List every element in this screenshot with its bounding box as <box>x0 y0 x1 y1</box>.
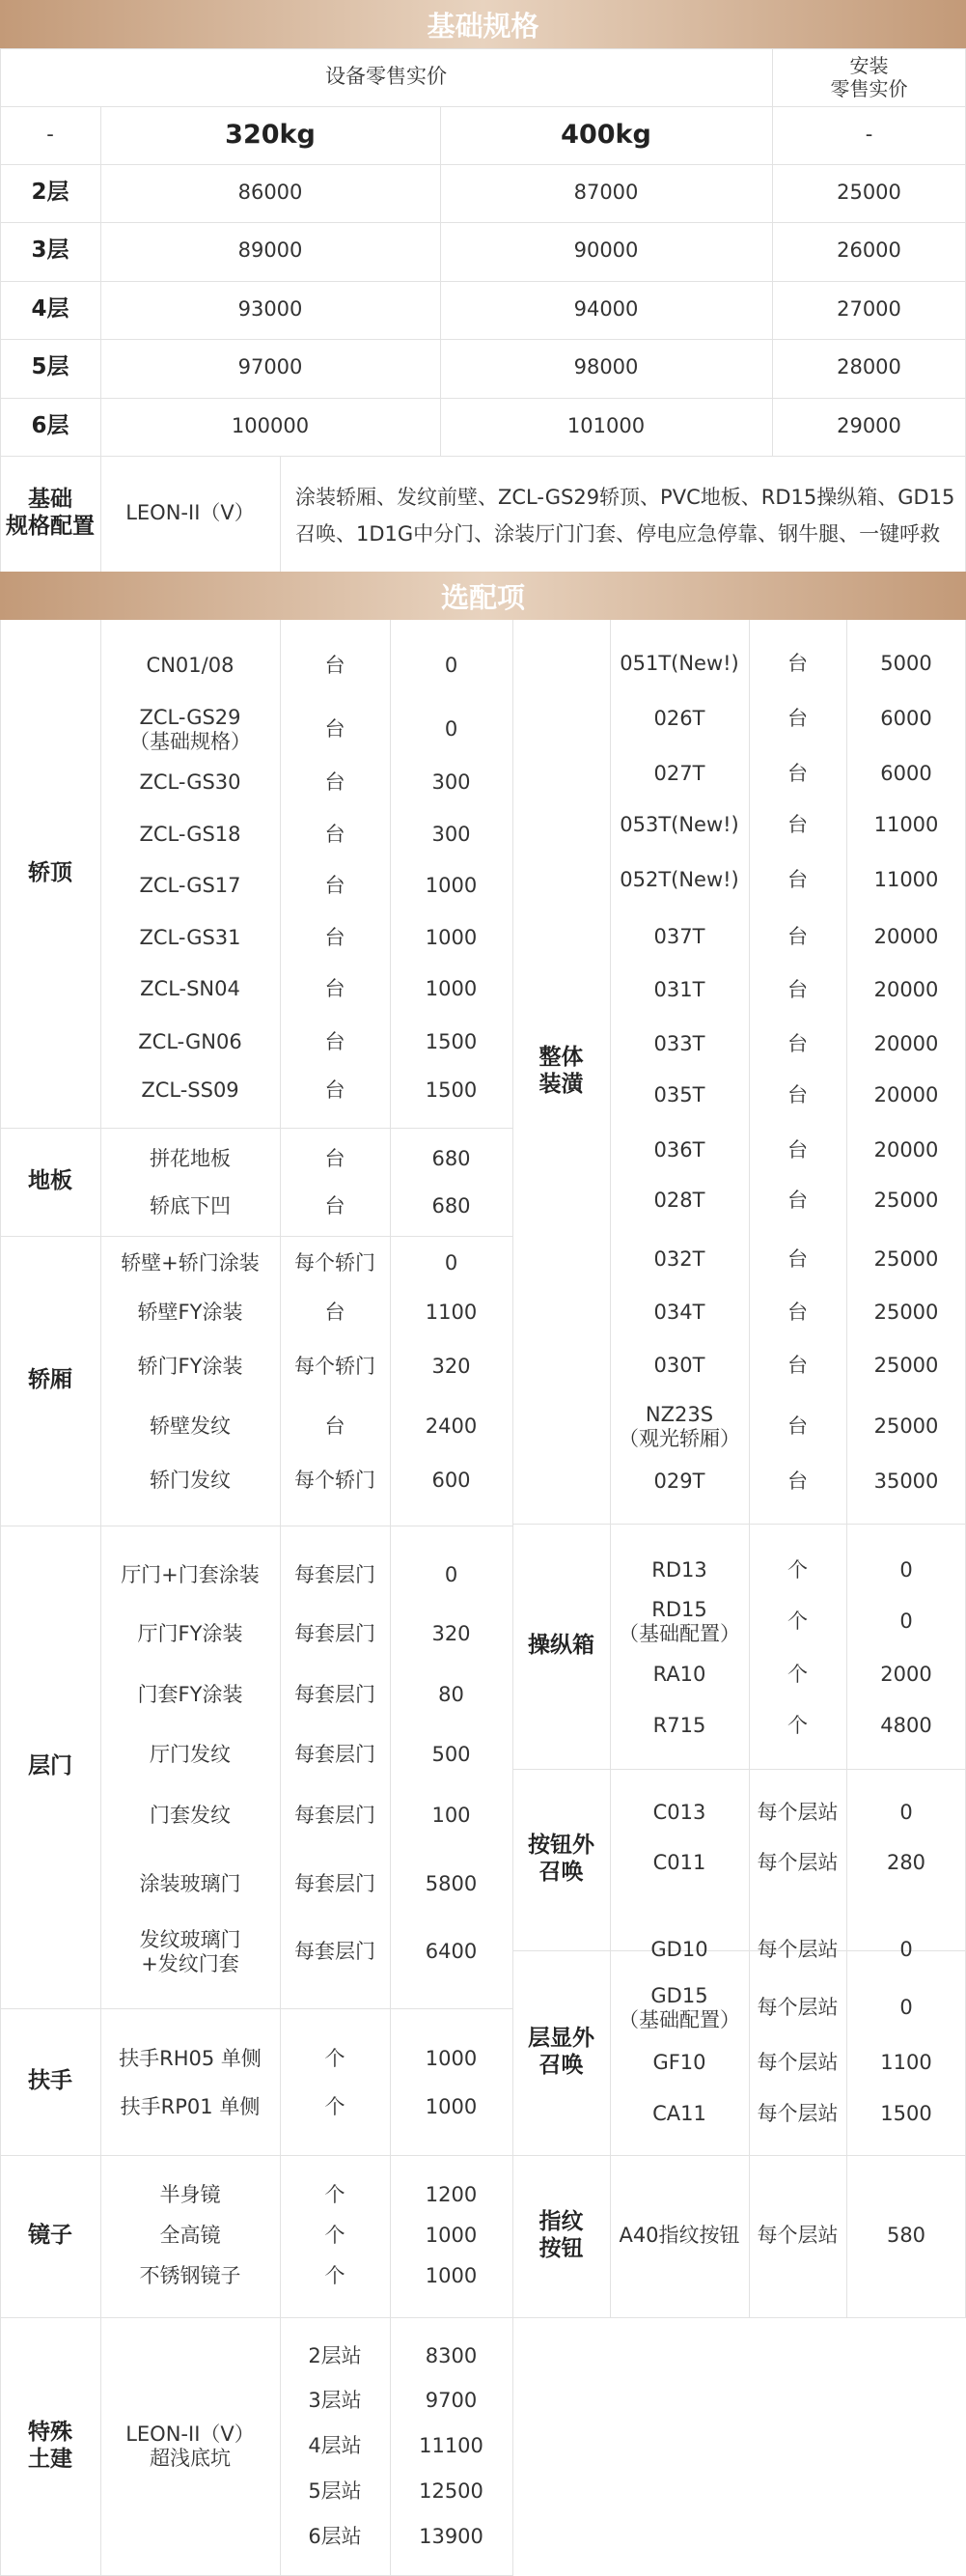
floor-label: 2层 <box>31 180 69 206</box>
option-unit: 台 <box>787 978 808 1002</box>
option-price: 680 <box>431 1194 471 1218</box>
floor-label: 3层 <box>31 238 69 264</box>
option-price: 6000 <box>880 762 932 786</box>
option-name: GF10 <box>652 2051 706 2075</box>
option-price: 1100 <box>880 2051 932 2075</box>
option-name: 026T <box>653 707 705 731</box>
option-unit: 台 <box>787 1138 808 1162</box>
option-name: 发纹玻璃门 +发纹门套 <box>139 1927 241 1975</box>
option-unit: 台 <box>324 1147 345 1171</box>
option-name: NZ23S （观光轿厢） <box>619 1402 740 1450</box>
option-unit: 台 <box>787 652 808 676</box>
grid-line <box>280 620 281 2576</box>
option-unit: 台 <box>324 926 345 950</box>
model-row-dash-left: - <box>46 123 54 147</box>
grid-line <box>0 620 1 2576</box>
option-unit: 个 <box>787 1714 808 1738</box>
grid-line <box>749 620 750 2317</box>
option-name: 扶手RH05 单侧 <box>119 2047 262 2071</box>
price-400kg: 101000 <box>566 414 646 438</box>
option-unit: 台 <box>787 1470 808 1494</box>
group-label: 层显外 召唤 <box>528 2026 594 2078</box>
option-unit: 每个轿门 <box>294 1251 375 1275</box>
option-name: 不锈钢镜子 <box>139 2264 241 2288</box>
group-label: 镜子 <box>28 2223 72 2249</box>
option-name: 036T <box>653 1138 705 1162</box>
option-unit: 个 <box>787 1558 808 1582</box>
price-320kg: 89000 <box>237 238 303 263</box>
option-price: 25000 <box>873 1189 939 1213</box>
option-price: 1000 <box>425 874 478 898</box>
option-price: 300 <box>431 770 471 795</box>
floor-label: 6层 <box>31 413 69 439</box>
price-320kg: 97000 <box>237 355 303 379</box>
special-price: 8300 <box>425 2344 478 2368</box>
basic-config-model: LEON-II（V） <box>125 501 255 525</box>
option-unit: 每套层门 <box>294 1872 375 1896</box>
option-price: 1500 <box>880 2102 932 2126</box>
option-price: 0 <box>899 1938 913 1962</box>
option-unit: 台 <box>787 1189 808 1213</box>
option-name: 轿门发纹 <box>150 1469 231 1493</box>
option-name: ZCL-GS30 <box>139 770 241 795</box>
option-unit: 台 <box>787 1083 808 1107</box>
group-label: 指纹 按钮 <box>538 2209 584 2261</box>
option-name: ZCL-GS31 <box>139 926 241 950</box>
option-unit: 台 <box>324 874 345 898</box>
option-unit: 台 <box>324 1301 345 1325</box>
option-price: 25000 <box>873 1247 939 1272</box>
option-price: 25000 <box>873 1354 939 1378</box>
option-unit: 个 <box>324 2264 345 2288</box>
option-price: 0 <box>899 1610 913 1634</box>
option-price: 320 <box>431 1355 471 1379</box>
option-price: 80 <box>438 1683 464 1707</box>
option-unit: 台 <box>787 925 808 949</box>
install-price: 28000 <box>837 355 901 379</box>
option-price: 320 <box>431 1622 471 1646</box>
option-name: CN01/08 <box>146 654 235 678</box>
option-price: 0 <box>899 1801 913 1825</box>
option-unit: 台 <box>324 1414 345 1439</box>
price-320kg: 93000 <box>237 297 303 322</box>
option-name: 029T <box>653 1470 705 1494</box>
model-400kg: 400kg <box>561 119 651 150</box>
option-unit: 台 <box>324 770 345 795</box>
option-unit: 台 <box>787 1354 808 1378</box>
grid-line <box>846 620 847 2317</box>
option-name: 033T <box>653 1032 705 1056</box>
install-price: 25000 <box>837 181 901 205</box>
option-price: 0 <box>444 1563 458 1587</box>
option-price: 25000 <box>873 1301 939 1325</box>
group-label: 地板 <box>28 1168 72 1194</box>
grid-line <box>390 620 391 2576</box>
group-label: 轿厢 <box>28 1367 72 1393</box>
option-name: 厅门+门套涂装 <box>121 1563 260 1587</box>
option-name: 厅门发纹 <box>150 1743 231 1767</box>
option-price: 6400 <box>425 1940 478 1964</box>
install-price: 29000 <box>837 414 901 438</box>
option-price: 20000 <box>873 925 939 949</box>
option-price: 0 <box>444 654 458 678</box>
special-price: 9700 <box>425 2389 478 2413</box>
group-label: 扶手 <box>28 2068 72 2094</box>
option-unit: 个 <box>324 2047 345 2071</box>
option-unit: 每套层门 <box>294 1804 375 1828</box>
option-price: 300 <box>431 823 471 847</box>
option-price: 5800 <box>425 1872 478 1896</box>
option-unit: 台 <box>324 977 345 1001</box>
option-price: 1500 <box>425 1078 478 1103</box>
option-unit: 台 <box>324 1194 345 1218</box>
price-320kg: 100000 <box>231 414 310 438</box>
special-price: 11100 <box>419 2434 483 2458</box>
option-name: 半身镜 <box>159 2183 221 2207</box>
option-name: ZCL-GS17 <box>139 874 241 898</box>
grid-line <box>610 620 611 2317</box>
option-unit: 个 <box>324 2183 345 2207</box>
equipment-price-header: 设备零售实价 <box>325 65 447 89</box>
model-320kg: 320kg <box>225 119 316 150</box>
option-name: 拼花地板 <box>150 1147 231 1171</box>
option-unit: 台 <box>787 1032 808 1056</box>
option-name: 全高镜 <box>159 2224 221 2248</box>
special-station: 2层站 <box>308 2344 362 2368</box>
option-name: RD13 <box>651 1558 707 1582</box>
option-price: 0 <box>444 717 458 742</box>
option-unit: 每套层门 <box>294 1683 375 1707</box>
option-price: 1000 <box>425 2095 478 2119</box>
option-name: ZCL-GS29 （基础规格） <box>129 705 251 753</box>
option-unit: 每套层门 <box>294 1743 375 1767</box>
option-unit: 台 <box>787 1414 808 1439</box>
option-name: 037T <box>653 925 705 949</box>
option-name: 扶手RP01 单侧 <box>120 2095 261 2119</box>
group-label: 轿顶 <box>28 860 72 886</box>
option-unit: 个 <box>787 1663 808 1687</box>
install-price: 27000 <box>837 297 901 322</box>
option-name: 030T <box>653 1354 705 1378</box>
option-unit: 每套层门 <box>294 1940 375 1964</box>
option-price: 1200 <box>425 2183 478 2207</box>
option-name: RD15 （基础配置） <box>619 1597 740 1645</box>
group-label: 按钮外 召唤 <box>528 1833 594 1885</box>
option-name: 轿壁FY涂装 <box>137 1301 243 1325</box>
option-unit: 每个层站 <box>757 2224 839 2248</box>
option-price: 600 <box>431 1469 471 1493</box>
option-name: 051T(New!) <box>620 652 739 676</box>
option-price: 2400 <box>425 1414 478 1439</box>
option-price: 1100 <box>425 1301 478 1325</box>
option-price: 6000 <box>880 707 932 731</box>
grid-line <box>512 2317 966 2318</box>
option-name: 032T <box>653 1247 705 1272</box>
option-price: 500 <box>431 1743 471 1767</box>
group-label: 层门 <box>28 1753 72 1779</box>
option-name: 028T <box>653 1189 705 1213</box>
option-name: 厅门FY涂装 <box>137 1622 243 1646</box>
price-400kg: 90000 <box>573 238 639 263</box>
price-320kg: 86000 <box>237 181 303 205</box>
option-price: 1000 <box>425 2047 478 2071</box>
price-400kg: 87000 <box>573 181 639 205</box>
special-station: 3层站 <box>308 2389 362 2413</box>
option-name: A40指纹按钮 <box>619 2224 740 2248</box>
model-row-dash-right: - <box>865 123 873 147</box>
option-unit: 每套层门 <box>294 1563 375 1587</box>
option-name: 轿门FY涂装 <box>137 1355 243 1379</box>
option-name: C013 <box>652 1801 706 1825</box>
option-unit: 每个层站 <box>757 1851 839 1875</box>
option-name: CA11 <box>652 2102 706 2126</box>
option-price: 20000 <box>873 1032 939 1056</box>
option-price: 4800 <box>880 1714 932 1738</box>
option-unit: 个 <box>787 1610 808 1634</box>
option-price: 280 <box>886 1851 926 1875</box>
install-price: 26000 <box>837 238 901 263</box>
option-unit: 每个层站 <box>757 1996 839 2020</box>
option-name: 轿壁发纹 <box>150 1414 231 1439</box>
special-station: 4层站 <box>308 2434 362 2458</box>
option-name: 涂装玻璃门 <box>139 1872 241 1896</box>
grid-line <box>100 620 101 2576</box>
price-400kg: 98000 <box>573 355 639 379</box>
option-price: 1000 <box>425 926 478 950</box>
special-model: LEON-II（V） 超浅底坑 <box>125 2422 255 2470</box>
option-unit: 台 <box>787 1247 808 1272</box>
grid-line <box>512 620 513 2576</box>
option-name: 轿底下凹 <box>150 1194 231 1218</box>
special-price: 12500 <box>419 2479 483 2504</box>
option-price: 35000 <box>873 1470 939 1494</box>
option-unit: 台 <box>324 1030 345 1054</box>
options-title: 选配项 <box>0 572 966 620</box>
option-price: 580 <box>886 2224 926 2248</box>
basic-spec-title: 基础规格 <box>0 0 966 48</box>
option-price: 20000 <box>873 1083 939 1107</box>
option-price: 2000 <box>880 1663 932 1687</box>
option-price: 5000 <box>880 652 932 676</box>
special-station: 5层站 <box>308 2479 362 2504</box>
option-name: 门套FY涂装 <box>137 1683 243 1707</box>
option-name: 门套发纹 <box>150 1804 231 1828</box>
option-price: 680 <box>431 1147 471 1171</box>
option-unit: 台 <box>787 868 808 892</box>
floor-label: 4层 <box>31 296 69 322</box>
option-name: ZCL-GS18 <box>139 823 241 847</box>
option-price: 0 <box>444 1251 458 1275</box>
option-unit: 每套层门 <box>294 1622 375 1646</box>
option-name: 027T <box>653 762 705 786</box>
special-label: 特殊 土建 <box>28 2420 72 2472</box>
option-price: 20000 <box>873 978 939 1002</box>
option-unit: 每个层站 <box>757 1801 839 1825</box>
option-price: 11000 <box>873 813 939 837</box>
option-name: ZCL-SN04 <box>140 977 240 1001</box>
option-unit: 每个层站 <box>757 2051 839 2075</box>
basic-config-text: 涂装轿厢、发纹前壁、ZCL-GS29轿顶、PVC地板、RD15操纵箱、GD15召唤、1D1G中分门、涂装厅门门套、停电应急停靠、钢牛腿、一键呼救 <box>295 486 955 546</box>
option-name: GD10 <box>650 1938 708 1962</box>
option-name: 053T(New!) <box>620 813 739 837</box>
option-price: 11000 <box>873 868 939 892</box>
option-unit: 每个轿门 <box>294 1469 375 1493</box>
option-unit: 台 <box>787 813 808 837</box>
option-unit: 个 <box>324 2224 345 2248</box>
option-unit: 个 <box>324 2095 345 2119</box>
option-unit: 每个轿门 <box>294 1355 375 1379</box>
option-price: 1000 <box>425 977 478 1001</box>
option-unit: 每个层站 <box>757 1938 839 1962</box>
option-price: 25000 <box>873 1414 939 1439</box>
install-price-header: 安装 零售实价 <box>830 54 908 100</box>
option-name: ZCL-GN06 <box>138 1030 242 1054</box>
group-label: 操纵箱 <box>528 1633 594 1659</box>
option-name: 轿壁+轿门涂装 <box>121 1251 260 1275</box>
option-unit: 台 <box>787 707 808 731</box>
option-name: GD15 （基础配置） <box>619 1983 740 2031</box>
basic-config-label: 基础 规格配置 <box>6 487 95 539</box>
option-price: 0 <box>899 1996 913 2020</box>
price-400kg: 94000 <box>573 297 639 322</box>
group-label: 整体 装潢 <box>538 1045 584 1097</box>
floor-label: 5层 <box>31 354 69 380</box>
option-name: 034T <box>653 1301 705 1325</box>
option-unit: 台 <box>324 1078 345 1103</box>
option-name: 052T(New!) <box>620 868 739 892</box>
option-name: R715 <box>652 1714 706 1738</box>
option-unit: 台 <box>324 823 345 847</box>
special-price: 13900 <box>419 2525 483 2549</box>
option-price: 1500 <box>425 1030 478 1054</box>
option-unit: 台 <box>787 762 808 786</box>
option-name: ZCL-SS09 <box>141 1078 239 1103</box>
option-unit: 台 <box>324 717 345 742</box>
option-unit: 每个层站 <box>757 2102 839 2126</box>
option-price: 1000 <box>425 2224 478 2248</box>
option-name: RA10 <box>652 1663 706 1687</box>
option-name: 031T <box>653 978 705 1002</box>
option-unit: 台 <box>324 654 345 678</box>
option-name: C011 <box>652 1851 706 1875</box>
option-unit: 台 <box>787 1301 808 1325</box>
option-price: 100 <box>431 1804 471 1828</box>
option-price: 1000 <box>425 2264 478 2288</box>
option-name: 035T <box>653 1083 705 1107</box>
option-price: 0 <box>899 1558 913 1582</box>
option-price: 20000 <box>873 1138 939 1162</box>
special-station: 6层站 <box>308 2525 362 2549</box>
